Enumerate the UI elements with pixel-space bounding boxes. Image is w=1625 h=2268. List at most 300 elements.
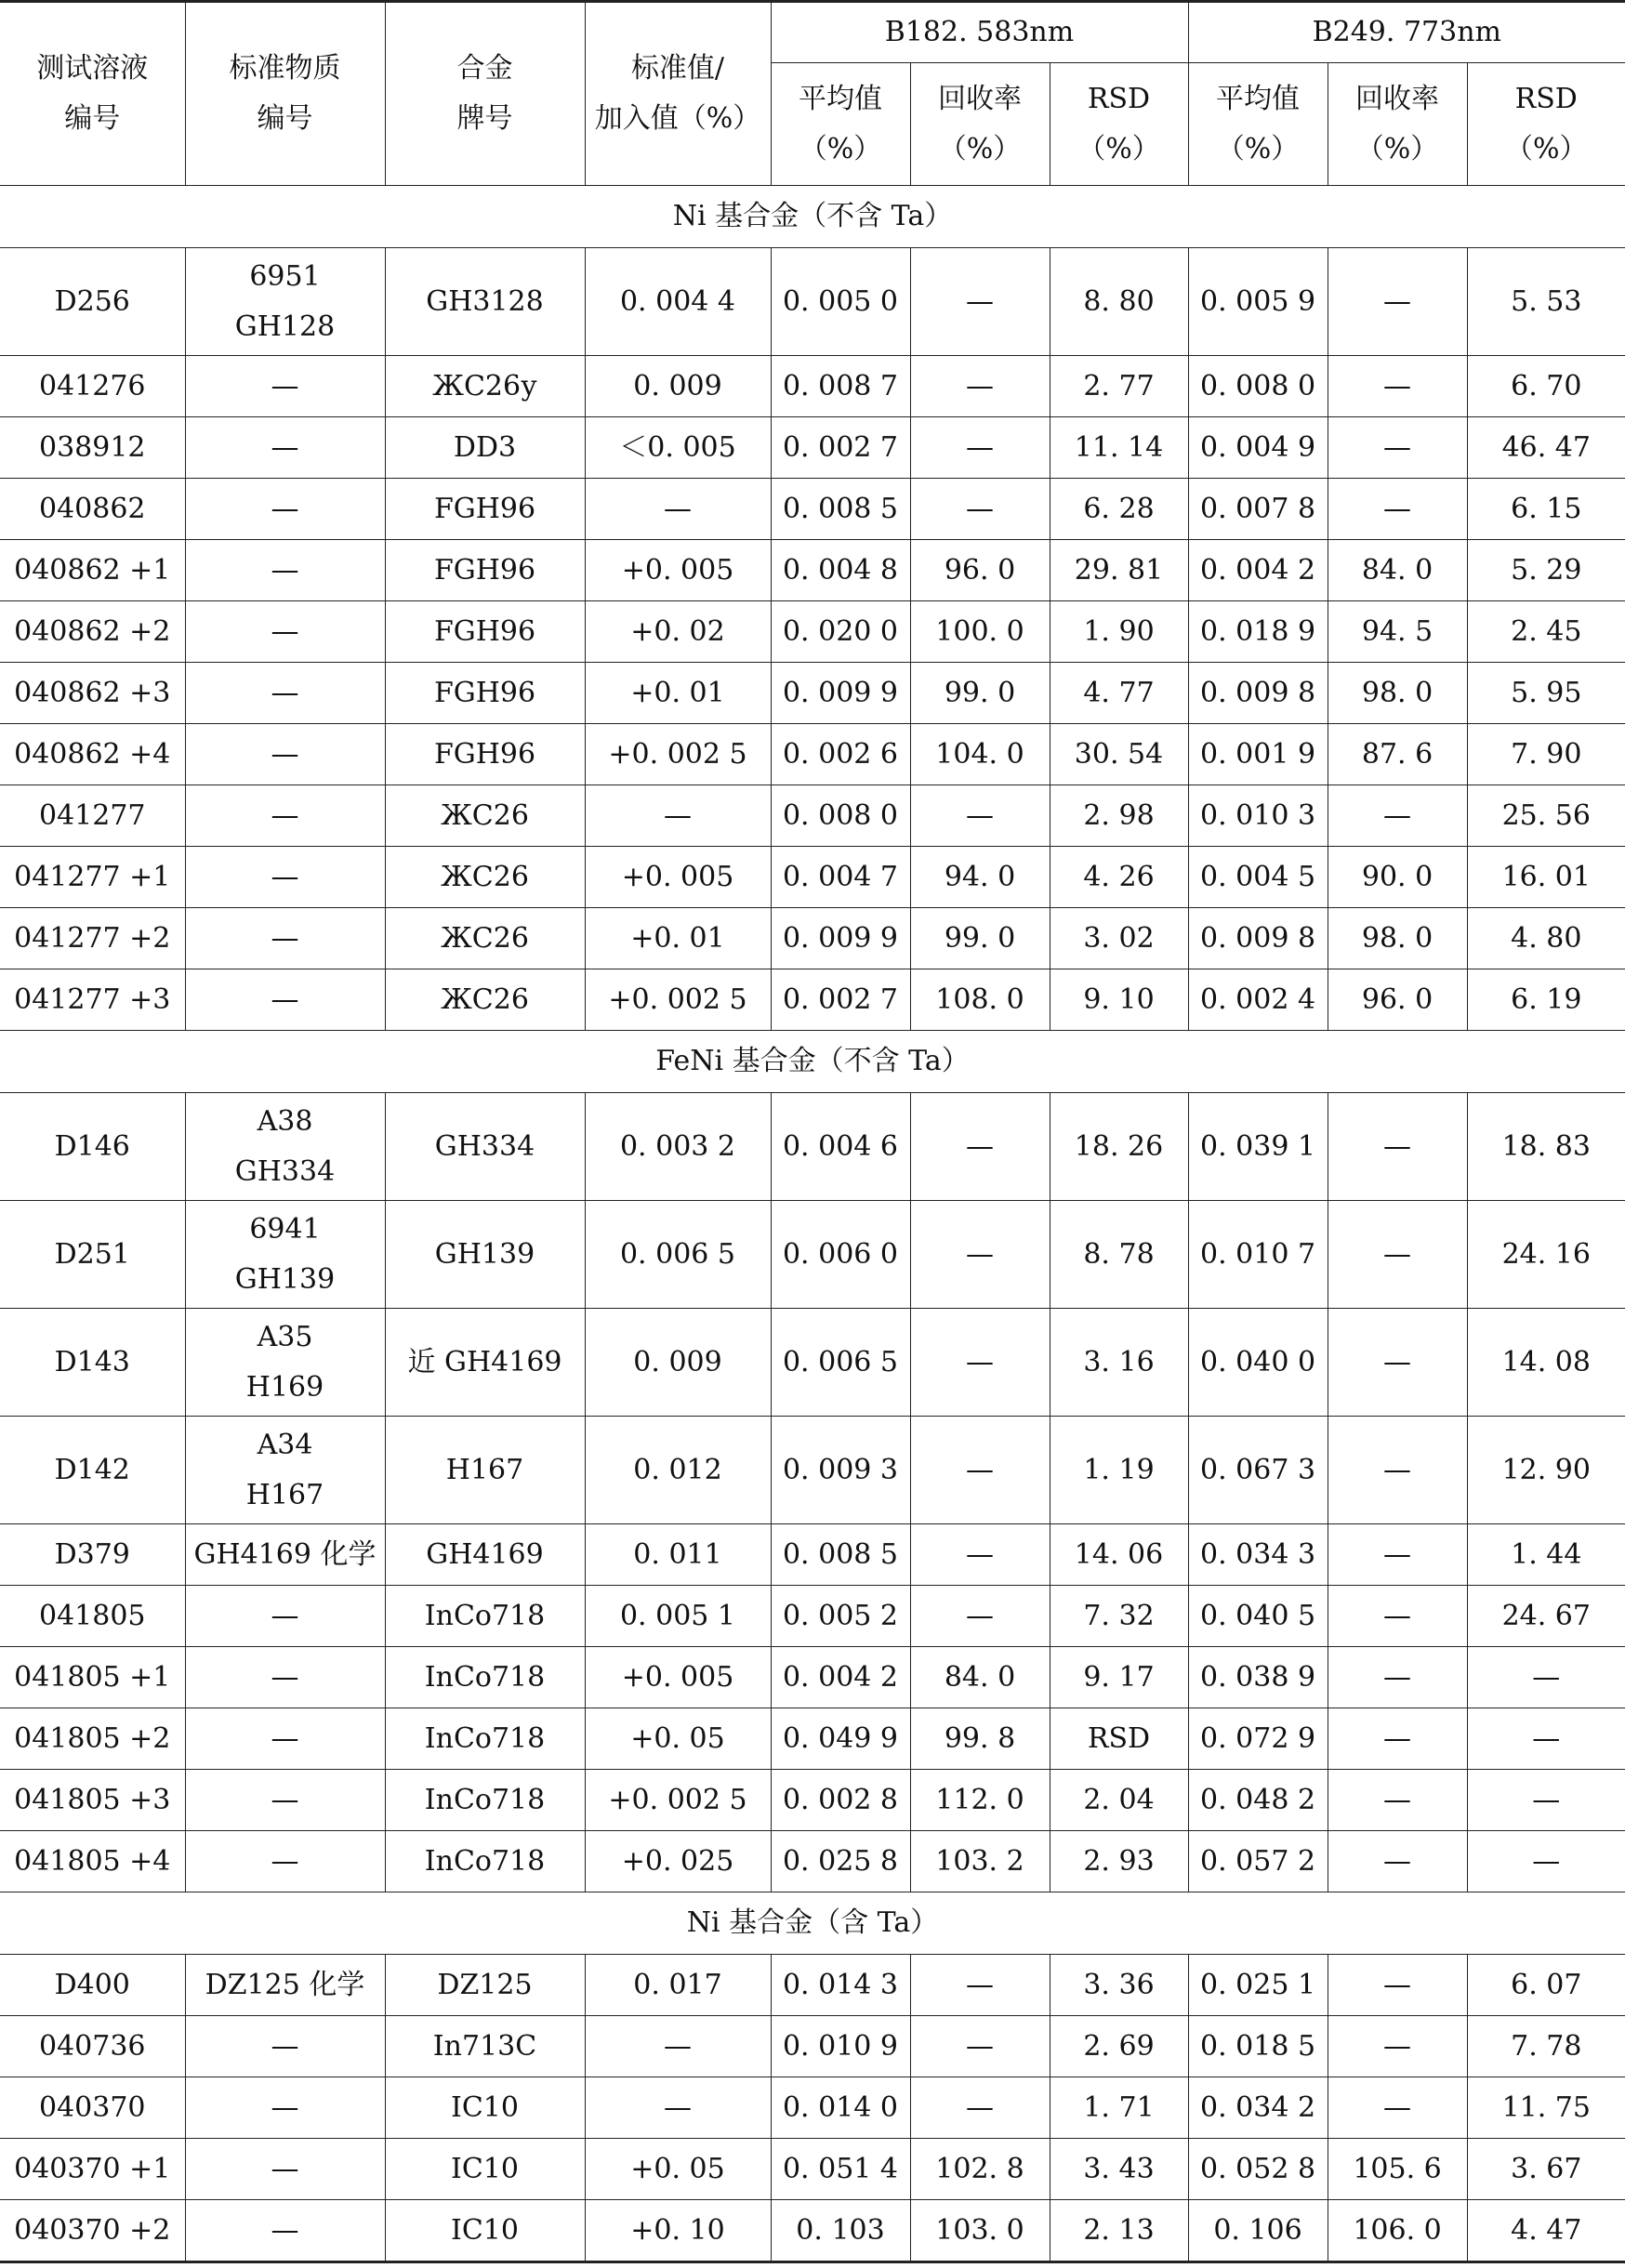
standard-line: — xyxy=(271,2152,299,2185)
mean-2-cell: 0. 009 8 xyxy=(1188,663,1328,724)
standard-cell xyxy=(185,248,385,356)
mean-2-cell: 0. 040 0 xyxy=(1188,1309,1328,1417)
mean-1-cell: 0. 051 4 xyxy=(771,2139,910,2200)
standard-cell xyxy=(185,969,385,1031)
header-wavelength-1: B182. 583nm xyxy=(771,2,1188,63)
value-cell: ＜0. 005 xyxy=(585,417,771,479)
rsd-2-cell: 2. 45 xyxy=(1467,601,1625,663)
standard-cell xyxy=(185,1309,385,1417)
solution-cell: D146 xyxy=(0,1093,185,1201)
value-cell: +0. 02 xyxy=(585,601,771,663)
standard-line: — xyxy=(271,1660,299,1694)
group-title: Ni 基合金（含 Ta） xyxy=(0,1892,1625,1955)
header-rsd-2: RSD （%） xyxy=(1467,63,1625,186)
mean-1-cell: 0. 005 0 xyxy=(771,248,910,356)
standard-line: A34 xyxy=(257,1428,313,1461)
mean-1-cell: 0. 009 3 xyxy=(771,1417,910,1524)
mean-1-cell: 0. 002 8 xyxy=(771,1770,910,1831)
table-row xyxy=(0,2139,1625,2200)
mean-2-cell: 0. 018 9 xyxy=(1188,601,1328,663)
recovery-2-cell: 106. 0 xyxy=(1328,2200,1467,2262)
mean-2-cell: 0. 052 8 xyxy=(1188,2139,1328,2200)
table-row xyxy=(0,479,1625,540)
header-mean-2: 平均值 （%） xyxy=(1188,63,1328,186)
header-alloy: 合金 牌号 xyxy=(385,2,585,186)
recovery-2-cell: 98. 0 xyxy=(1328,663,1467,724)
standard-line: A35 xyxy=(257,1320,313,1353)
standard-cell xyxy=(185,663,385,724)
standard-cell xyxy=(185,2016,385,2077)
recovery-2-cell: 94. 5 xyxy=(1328,601,1467,663)
mean-2-cell: 0. 048 2 xyxy=(1188,1770,1328,1831)
recovery-1-cell: — xyxy=(910,1417,1050,1524)
table-row xyxy=(0,1093,1625,1201)
standard-line: H169 xyxy=(245,1370,324,1404)
alloy-cell: InCo718 xyxy=(385,1831,585,1892)
alloy-cell: 近 GH4169 xyxy=(385,1309,585,1417)
standard-cell xyxy=(185,1831,385,1892)
table-row xyxy=(0,1831,1625,1892)
recovery-2-cell: 105. 6 xyxy=(1328,2139,1467,2200)
mean-1-cell: 0. 002 7 xyxy=(771,417,910,479)
header-recovery-2: 回收率 （%） xyxy=(1328,63,1467,186)
standard-line: — xyxy=(271,430,299,464)
rsd-2-cell: 5. 29 xyxy=(1467,540,1625,601)
mean-1-cell: 0. 020 0 xyxy=(771,601,910,663)
mean-2-cell: 0. 040 5 xyxy=(1188,1586,1328,1647)
solution-cell: 041805 +4 xyxy=(0,1831,185,1892)
rsd-2-cell: 5. 53 xyxy=(1467,248,1625,356)
alloy-cell: In713C xyxy=(385,2016,585,2077)
value-cell: +0. 10 xyxy=(585,2200,771,2262)
alloy-cell: ЖС26у xyxy=(385,356,585,417)
recovery-2-cell: 98. 0 xyxy=(1328,908,1467,969)
mean-2-cell: 0. 057 2 xyxy=(1188,1831,1328,1892)
rsd-1-cell: 2. 98 xyxy=(1050,785,1188,847)
alloy-cell: FGH96 xyxy=(385,479,585,540)
alloy-cell: FGH96 xyxy=(385,724,585,785)
rsd-2-cell: 24. 16 xyxy=(1467,1201,1625,1309)
solution-cell: 041276 xyxy=(0,356,185,417)
recovery-1-cell: 99. 8 xyxy=(910,1708,1050,1770)
rsd-1-cell: 29. 81 xyxy=(1050,540,1188,601)
alloy-cell: H167 xyxy=(385,1417,585,1524)
table-row xyxy=(0,601,1625,663)
value-cell: 0. 006 5 xyxy=(585,1201,771,1309)
mean-2-cell: 0. 004 2 xyxy=(1188,540,1328,601)
alloy-cell: DD3 xyxy=(385,417,585,479)
group-header-row xyxy=(0,1031,1625,1093)
value-cell: — xyxy=(585,2016,771,2077)
recovery-1-cell: 103. 0 xyxy=(910,2200,1050,2262)
rsd-2-cell: 46. 47 xyxy=(1467,417,1625,479)
table-row xyxy=(0,1201,1625,1309)
table-row xyxy=(0,908,1625,969)
alloy-cell: ЖС26 xyxy=(385,847,585,908)
rsd-1-cell: 1. 90 xyxy=(1050,601,1188,663)
standard-line: — xyxy=(271,369,299,402)
value-cell: 0. 012 xyxy=(585,1417,771,1524)
standard-line: A38 xyxy=(257,1104,313,1138)
standard-line: GH4169 化学 xyxy=(193,1537,377,1571)
group-header-row xyxy=(0,186,1625,248)
recovery-2-cell: — xyxy=(1328,248,1467,356)
rsd-1-cell: 14. 06 xyxy=(1050,1524,1188,1586)
recovery-1-cell: 103. 2 xyxy=(910,1831,1050,1892)
standard-cell xyxy=(185,2139,385,2200)
table-row xyxy=(0,785,1625,847)
mean-1-cell: 0. 006 0 xyxy=(771,1201,910,1309)
standard-line: — xyxy=(271,1783,299,1816)
rsd-1-cell: 2. 93 xyxy=(1050,1831,1188,1892)
mean-2-cell: 0. 010 7 xyxy=(1188,1201,1328,1309)
standard-line: 6951 xyxy=(249,259,321,293)
rsd-2-cell: 7. 78 xyxy=(1467,2016,1625,2077)
rsd-2-cell: 25. 56 xyxy=(1467,785,1625,847)
solution-cell: D379 xyxy=(0,1524,185,1586)
table-row xyxy=(0,2016,1625,2077)
mean-1-cell: 0. 103 xyxy=(771,2200,910,2262)
recovery-1-cell: — xyxy=(910,1309,1050,1417)
standard-line: — xyxy=(271,2029,299,2063)
rsd-1-cell: 2. 13 xyxy=(1050,2200,1188,2262)
mean-1-cell: 0. 002 6 xyxy=(771,724,910,785)
value-cell: +0. 05 xyxy=(585,2139,771,2200)
value-cell: +0. 005 xyxy=(585,1647,771,1708)
standard-cell xyxy=(185,1770,385,1831)
recovery-2-cell: — xyxy=(1328,1647,1467,1708)
recovery-1-cell: 100. 0 xyxy=(910,601,1050,663)
value-cell: 0. 003 2 xyxy=(585,1093,771,1201)
alloy-cell: FGH96 xyxy=(385,601,585,663)
standard-cell xyxy=(185,2200,385,2262)
rsd-1-cell: 3. 16 xyxy=(1050,1309,1188,1417)
standard-cell xyxy=(185,540,385,601)
recovery-1-cell: 99. 0 xyxy=(910,663,1050,724)
standard-line: — xyxy=(271,492,299,525)
standard-cell xyxy=(185,2077,385,2139)
value-cell: 0. 011 xyxy=(585,1524,771,1586)
rsd-2-cell: — xyxy=(1467,1831,1625,1892)
mean-1-cell: 0. 010 9 xyxy=(771,2016,910,2077)
table-row xyxy=(0,248,1625,356)
standard-cell xyxy=(185,1708,385,1770)
alloy-cell: InCo718 xyxy=(385,1770,585,1831)
solution-cell: 040736 xyxy=(0,2016,185,2077)
rsd-1-cell: 9. 17 xyxy=(1050,1647,1188,1708)
table-row xyxy=(0,417,1625,479)
mean-1-cell: 0. 025 8 xyxy=(771,1831,910,1892)
rsd-2-cell: — xyxy=(1467,1647,1625,1708)
standard-cell xyxy=(185,1093,385,1201)
table-row xyxy=(0,1524,1625,1586)
rsd-2-cell: 6. 19 xyxy=(1467,969,1625,1031)
rsd-1-cell: RSD xyxy=(1050,1708,1188,1770)
solution-cell: 040862 +1 xyxy=(0,540,185,601)
recovery-2-cell: — xyxy=(1328,1524,1467,1586)
recovery-2-cell: 84. 0 xyxy=(1328,540,1467,601)
rsd-2-cell: 16. 01 xyxy=(1467,847,1625,908)
standard-line: — xyxy=(271,860,299,893)
alloy-cell: ЖС26 xyxy=(385,908,585,969)
recovery-1-cell: — xyxy=(910,785,1050,847)
alloy-cell: InCo718 xyxy=(385,1647,585,1708)
recovery-1-cell: 96. 0 xyxy=(910,540,1050,601)
mean-1-cell: 0. 009 9 xyxy=(771,908,910,969)
recovery-2-cell: — xyxy=(1328,356,1467,417)
rsd-1-cell: 11. 14 xyxy=(1050,417,1188,479)
rsd-2-cell: 6. 07 xyxy=(1467,1955,1625,2016)
standard-cell xyxy=(185,1417,385,1524)
solution-cell: 041277 xyxy=(0,785,185,847)
standard-line: — xyxy=(271,921,299,955)
rsd-2-cell: 12. 90 xyxy=(1467,1417,1625,1524)
value-cell: +0. 002 5 xyxy=(585,724,771,785)
solution-cell: D400 xyxy=(0,1955,185,2016)
standard-line: — xyxy=(271,1844,299,1878)
rsd-2-cell: 7. 90 xyxy=(1467,724,1625,785)
mean-2-cell: 0. 106 xyxy=(1188,2200,1328,2262)
value-cell: +0. 002 5 xyxy=(585,969,771,1031)
solution-cell: 041277 +1 xyxy=(0,847,185,908)
mean-2-cell: 0. 005 9 xyxy=(1188,248,1328,356)
recovery-1-cell: 112. 0 xyxy=(910,1770,1050,1831)
standard-cell xyxy=(185,479,385,540)
recovery-1-cell: — xyxy=(910,417,1050,479)
recovery-2-cell: — xyxy=(1328,1955,1467,2016)
mean-2-cell: 0. 067 3 xyxy=(1188,1417,1328,1524)
alloy-cell: FGH96 xyxy=(385,540,585,601)
value-cell: +0. 01 xyxy=(585,663,771,724)
standard-cell xyxy=(185,1201,385,1309)
table-row xyxy=(0,1309,1625,1417)
table-row xyxy=(0,2077,1625,2139)
mean-2-cell: 0. 004 5 xyxy=(1188,847,1328,908)
recovery-2-cell: — xyxy=(1328,1417,1467,1524)
standard-line: — xyxy=(271,737,299,771)
mean-2-cell: 0. 038 9 xyxy=(1188,1647,1328,1708)
table-row xyxy=(0,2200,1625,2262)
group-title: FeNi 基合金（不含 Ta） xyxy=(0,1031,1625,1093)
standard-line: — xyxy=(271,676,299,709)
value-cell: +0. 025 xyxy=(585,1831,771,1892)
solution-cell: 040370 xyxy=(0,2077,185,2139)
mean-1-cell: 0. 009 9 xyxy=(771,663,910,724)
standard-line: 6941 xyxy=(249,1212,321,1246)
alloy-cell: ЖС26 xyxy=(385,785,585,847)
table-row xyxy=(0,356,1625,417)
table-row xyxy=(0,1647,1625,1708)
mean-1-cell: 0. 004 8 xyxy=(771,540,910,601)
recovery-1-cell: — xyxy=(910,356,1050,417)
rsd-2-cell: 5. 95 xyxy=(1467,663,1625,724)
recovery-1-cell: — xyxy=(910,248,1050,356)
rsd-2-cell: 11. 75 xyxy=(1467,2077,1625,2139)
alloy-cell: GH4169 xyxy=(385,1524,585,1586)
recovery-1-cell: — xyxy=(910,1955,1050,2016)
rsd-2-cell: 14. 08 xyxy=(1467,1309,1625,1417)
recovery-1-cell: — xyxy=(910,2077,1050,2139)
recovery-2-cell: — xyxy=(1328,1586,1467,1647)
standard-line: GH128 xyxy=(234,310,336,343)
mean-2-cell: 0. 025 1 xyxy=(1188,1955,1328,2016)
solution-cell: 040862 +4 xyxy=(0,724,185,785)
mean-1-cell: 0. 014 3 xyxy=(771,1955,910,2016)
mean-1-cell: 0. 008 0 xyxy=(771,785,910,847)
table-row xyxy=(0,1708,1625,1770)
rsd-1-cell: 9. 10 xyxy=(1050,969,1188,1031)
rsd-2-cell: 3. 67 xyxy=(1467,2139,1625,2200)
standard-line: — xyxy=(271,614,299,648)
mean-1-cell: 0. 008 5 xyxy=(771,479,910,540)
solution-cell: 040370 +1 xyxy=(0,2139,185,2200)
alloy-cell: GH139 xyxy=(385,1201,585,1309)
solution-cell: D251 xyxy=(0,1201,185,1309)
standard-line: — xyxy=(271,553,299,587)
recovery-1-cell: — xyxy=(910,2016,1050,2077)
mean-1-cell: 0. 004 6 xyxy=(771,1093,910,1201)
rsd-1-cell: 4. 77 xyxy=(1050,663,1188,724)
recovery-1-cell: — xyxy=(910,1093,1050,1201)
group-header-row xyxy=(0,1892,1625,1955)
rsd-1-cell: 3. 36 xyxy=(1050,1955,1188,2016)
value-cell: 0. 009 xyxy=(585,356,771,417)
value-cell: — xyxy=(585,785,771,847)
recovery-2-cell: — xyxy=(1328,1831,1467,1892)
solution-cell: 041277 +2 xyxy=(0,908,185,969)
recovery-2-cell: — xyxy=(1328,1309,1467,1417)
standard-cell xyxy=(185,847,385,908)
solution-cell: 041805 +1 xyxy=(0,1647,185,1708)
mean-2-cell: 0. 010 3 xyxy=(1188,785,1328,847)
rsd-1-cell: 3. 43 xyxy=(1050,2139,1188,2200)
value-cell: +0. 005 xyxy=(585,847,771,908)
table-row xyxy=(0,724,1625,785)
alloy-cell: GH3128 xyxy=(385,248,585,356)
alloy-cell: InCo718 xyxy=(385,1708,585,1770)
recovery-2-cell: — xyxy=(1328,479,1467,540)
recovery-1-cell: 108. 0 xyxy=(910,969,1050,1031)
solution-cell: 041277 +3 xyxy=(0,969,185,1031)
rsd-1-cell: 1. 19 xyxy=(1050,1417,1188,1524)
mean-2-cell: 0. 001 9 xyxy=(1188,724,1328,785)
rsd-2-cell: 18. 83 xyxy=(1467,1093,1625,1201)
header-standard: 标准物质 编号 xyxy=(185,2,385,186)
standard-line: DZ125 化学 xyxy=(205,1968,365,2001)
value-cell: 0. 005 1 xyxy=(585,1586,771,1647)
mean-1-cell: 0. 004 7 xyxy=(771,847,910,908)
table-body xyxy=(0,186,1625,2262)
rsd-1-cell: 2. 77 xyxy=(1050,356,1188,417)
value-cell: +0. 005 xyxy=(585,540,771,601)
standard-line: — xyxy=(271,982,299,1016)
table-row xyxy=(0,663,1625,724)
recovery-2-cell: — xyxy=(1328,2016,1467,2077)
rsd-1-cell: 7. 32 xyxy=(1050,1586,1188,1647)
table-row xyxy=(0,1586,1625,1647)
rsd-2-cell: 4. 47 xyxy=(1467,2200,1625,2262)
header-mean-1: 平均值 （%） xyxy=(771,63,910,186)
solution-cell: 041805 +2 xyxy=(0,1708,185,1770)
mean-2-cell: 0. 002 4 xyxy=(1188,969,1328,1031)
rsd-1-cell: 3. 02 xyxy=(1050,908,1188,969)
table-row xyxy=(0,1955,1625,2016)
solution-cell: 040862 +2 xyxy=(0,601,185,663)
alloy-cell: DZ125 xyxy=(385,1955,585,2016)
mean-2-cell: 0. 007 8 xyxy=(1188,479,1328,540)
solution-cell: 040862 +3 xyxy=(0,663,185,724)
solution-cell: 038912 xyxy=(0,417,185,479)
standard-cell xyxy=(185,1955,385,2016)
table-row xyxy=(0,969,1625,1031)
header-recovery-1: 回收率 （%） xyxy=(910,63,1050,186)
recovery-2-cell: — xyxy=(1328,1201,1467,1309)
table-header xyxy=(0,2,1625,186)
standard-line: — xyxy=(271,1721,299,1755)
recovery-1-cell: 102. 8 xyxy=(910,2139,1050,2200)
mean-2-cell: 0. 004 9 xyxy=(1188,417,1328,479)
recovery-1-cell: — xyxy=(910,1201,1050,1309)
recovery-1-cell: 99. 0 xyxy=(910,908,1050,969)
alloy-cell: IC10 xyxy=(385,2139,585,2200)
standard-line: — xyxy=(271,2213,299,2247)
table-row xyxy=(0,1770,1625,1831)
standard-cell xyxy=(185,601,385,663)
rsd-1-cell: 8. 78 xyxy=(1050,1201,1188,1309)
alloy-cell: IC10 xyxy=(385,2200,585,2262)
mean-1-cell: 0. 004 2 xyxy=(771,1647,910,1708)
alloy-cell: IC10 xyxy=(385,2077,585,2139)
rsd-2-cell: 6. 70 xyxy=(1467,356,1625,417)
recovery-2-cell: — xyxy=(1328,1708,1467,1770)
mean-2-cell: 0. 034 3 xyxy=(1188,1524,1328,1586)
mean-2-cell: 0. 072 9 xyxy=(1188,1708,1328,1770)
header-solution: 测试溶液 编号 xyxy=(0,2,185,186)
value-cell: 0. 009 xyxy=(585,1309,771,1417)
mean-1-cell: 0. 006 5 xyxy=(771,1309,910,1417)
standard-cell xyxy=(185,1586,385,1647)
solution-cell: 040370 +2 xyxy=(0,2200,185,2262)
recovery-2-cell: — xyxy=(1328,417,1467,479)
rsd-2-cell: — xyxy=(1467,1770,1625,1831)
value-cell: 0. 017 xyxy=(585,1955,771,2016)
solution-cell: 040862 xyxy=(0,479,185,540)
standard-cell xyxy=(185,356,385,417)
rsd-2-cell: — xyxy=(1467,1708,1625,1770)
value-cell: +0. 05 xyxy=(585,1708,771,1770)
mean-2-cell: 0. 018 5 xyxy=(1188,2016,1328,2077)
mean-2-cell: 0. 008 0 xyxy=(1188,356,1328,417)
standard-cell xyxy=(185,908,385,969)
recovery-2-cell: — xyxy=(1328,2077,1467,2139)
value-cell: +0. 01 xyxy=(585,908,771,969)
mean-2-cell: 0. 034 2 xyxy=(1188,2077,1328,2139)
rsd-1-cell: 2. 69 xyxy=(1050,2016,1188,2077)
solution-cell: 041805 xyxy=(0,1586,185,1647)
rsd-1-cell: 30. 54 xyxy=(1050,724,1188,785)
mean-1-cell: 0. 008 7 xyxy=(771,356,910,417)
recovery-2-cell: — xyxy=(1328,1093,1467,1201)
alloy-cell: GH334 xyxy=(385,1093,585,1201)
standard-line: — xyxy=(271,798,299,832)
mean-1-cell: 0. 005 2 xyxy=(771,1586,910,1647)
rsd-1-cell: 4. 26 xyxy=(1050,847,1188,908)
standard-cell xyxy=(185,1647,385,1708)
rsd-2-cell: 24. 67 xyxy=(1467,1586,1625,1647)
mean-1-cell: 0. 008 5 xyxy=(771,1524,910,1586)
recovery-2-cell: — xyxy=(1328,785,1467,847)
standard-cell xyxy=(185,417,385,479)
